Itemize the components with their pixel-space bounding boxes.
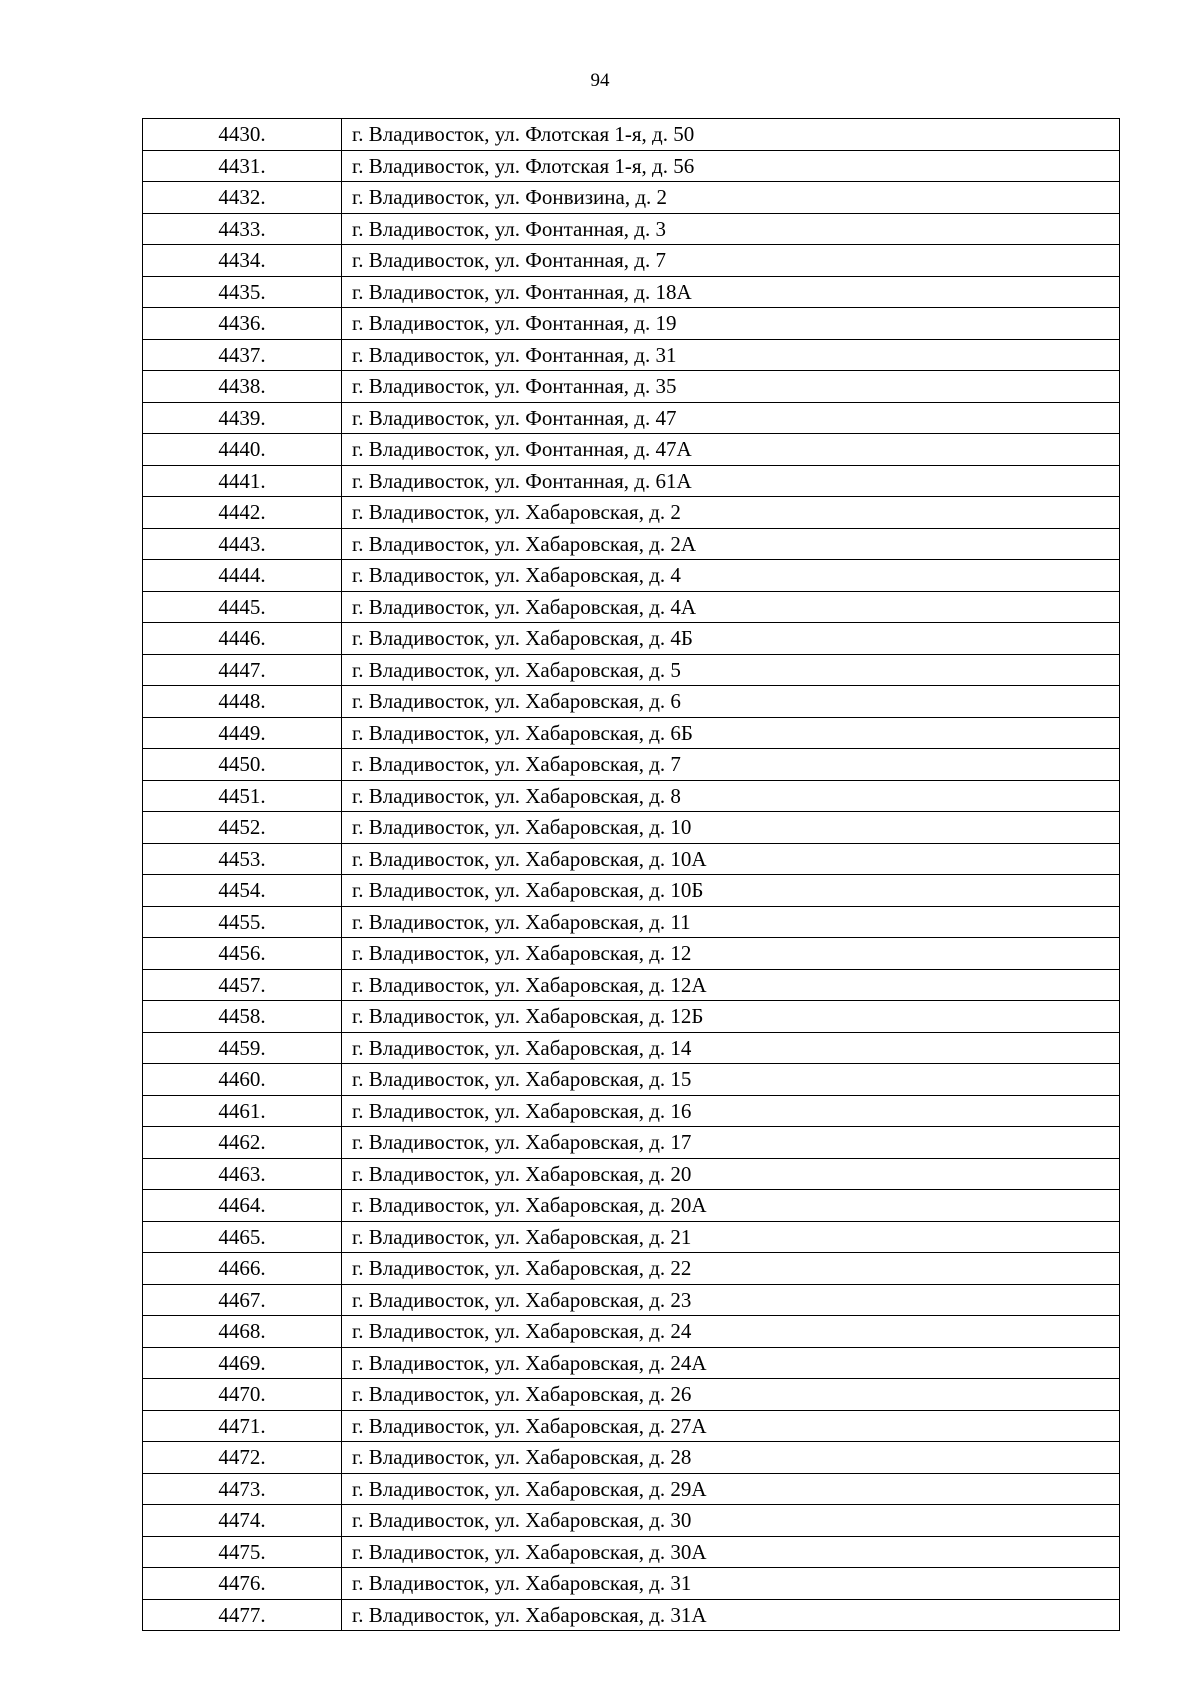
address-cell: г. Владивосток, ул. Хабаровская, д. 24 (342, 1316, 1120, 1348)
table-row (143, 119, 1120, 151)
table-row (143, 213, 1120, 245)
row-number-cell: 4448. (143, 686, 342, 718)
row-number-cell: 4465. (143, 1221, 342, 1253)
row-number-cell: 4469. (143, 1347, 342, 1379)
row-number-cell: 4477. (143, 1599, 342, 1631)
table-row (143, 812, 1120, 844)
row-number-cell: 4463. (143, 1158, 342, 1190)
row-number-cell: 4450. (143, 749, 342, 781)
address-cell: г. Владивосток, ул. Хабаровская, д. 12 (342, 938, 1120, 970)
address-cell: г. Владивосток, ул. Хабаровская, д. 20А (342, 1190, 1120, 1222)
row-number-cell: 4471. (143, 1410, 342, 1442)
table-row (143, 182, 1120, 214)
row-number-cell: 4443. (143, 528, 342, 560)
table-row (143, 906, 1120, 938)
table-row (143, 843, 1120, 875)
table-row (143, 1095, 1120, 1127)
address-cell: г. Владивосток, ул. Фонвизина, д. 2 (342, 182, 1120, 214)
table-row (143, 1316, 1120, 1348)
row-number-cell: 4444. (143, 560, 342, 592)
address-cell: г. Владивосток, ул. Фонтанная, д. 31 (342, 339, 1120, 371)
table-row (143, 591, 1120, 623)
address-cell: г. Владивосток, ул. Хабаровская, д. 2 (342, 497, 1120, 529)
row-number-cell: 4436. (143, 308, 342, 340)
address-cell: г. Владивосток, ул. Хабаровская, д. 31А (342, 1599, 1120, 1631)
table-row (143, 969, 1120, 1001)
address-cell: г. Владивосток, ул. Хабаровская, д. 11 (342, 906, 1120, 938)
address-cell: г. Владивосток, ул. Хабаровская, д. 22 (342, 1253, 1120, 1285)
table-row (143, 1379, 1120, 1411)
address-cell: г. Владивосток, ул. Фонтанная, д. 61А (342, 465, 1120, 497)
address-cell: г. Владивосток, ул. Хабаровская, д. 12Б (342, 1001, 1120, 1033)
row-number-cell: 4466. (143, 1253, 342, 1285)
row-number-cell: 4441. (143, 465, 342, 497)
address-cell: г. Владивосток, ул. Хабаровская, д. 7 (342, 749, 1120, 781)
row-number-cell: 4467. (143, 1284, 342, 1316)
row-number-cell: 4456. (143, 938, 342, 970)
table-row (143, 1221, 1120, 1253)
address-cell: г. Владивосток, ул. Хабаровская, д. 6Б (342, 717, 1120, 749)
table-row (143, 1410, 1120, 1442)
table-row (143, 1284, 1120, 1316)
row-number-cell: 4459. (143, 1032, 342, 1064)
table-row (143, 654, 1120, 686)
address-cell: г. Владивосток, ул. Фонтанная, д. 7 (342, 245, 1120, 277)
table-row (143, 1505, 1120, 1537)
table-row (143, 1032, 1120, 1064)
address-cell: г. Владивосток, ул. Хабаровская, д. 12А (342, 969, 1120, 1001)
address-cell: г. Владивосток, ул. Хабаровская, д. 16 (342, 1095, 1120, 1127)
row-number-cell: 4475. (143, 1536, 342, 1568)
row-number-cell: 4460. (143, 1064, 342, 1096)
address-cell: г. Владивосток, ул. Хабаровская, д. 20 (342, 1158, 1120, 1190)
row-number-cell: 4472. (143, 1442, 342, 1474)
address-cell: г. Владивосток, ул. Хабаровская, д. 10 (342, 812, 1120, 844)
table-row (143, 1347, 1120, 1379)
address-cell: г. Владивосток, ул. Хабаровская, д. 30А (342, 1536, 1120, 1568)
address-cell: г. Владивосток, ул. Хабаровская, д. 14 (342, 1032, 1120, 1064)
row-number-cell: 4439. (143, 402, 342, 434)
row-number-cell: 4473. (143, 1473, 342, 1505)
address-cell: г. Владивосток, ул. Хабаровская, д. 30 (342, 1505, 1120, 1537)
address-cell: г. Владивосток, ул. Флотская 1-я, д. 56 (342, 150, 1120, 182)
address-cell: г. Владивосток, ул. Фонтанная, д. 19 (342, 308, 1120, 340)
table-row (143, 465, 1120, 497)
address-cell: г. Владивосток, ул. Хабаровская, д. 31 (342, 1568, 1120, 1600)
table-row (143, 780, 1120, 812)
address-cell: г. Владивосток, ул. Фонтанная, д. 47 (342, 402, 1120, 434)
row-number-cell: 4446. (143, 623, 342, 655)
address-cell: г. Владивосток, ул. Фонтанная, д. 35 (342, 371, 1120, 403)
row-number-cell: 4431. (143, 150, 342, 182)
table-row (143, 686, 1120, 718)
table-row (143, 717, 1120, 749)
table-row (143, 875, 1120, 907)
address-cell: г. Владивосток, ул. Хабаровская, д. 15 (342, 1064, 1120, 1096)
address-cell: г. Владивосток, ул. Хабаровская, д. 5 (342, 654, 1120, 686)
row-number-cell: 4462. (143, 1127, 342, 1159)
table-row (143, 1001, 1120, 1033)
row-number-cell: 4461. (143, 1095, 342, 1127)
row-number-cell: 4464. (143, 1190, 342, 1222)
table-row (143, 434, 1120, 466)
table-row (143, 402, 1120, 434)
address-cell: г. Владивосток, ул. Фонтанная, д. 47А (342, 434, 1120, 466)
table-row (143, 1568, 1120, 1600)
address-cell: г. Владивосток, ул. Хабаровская, д. 10А (342, 843, 1120, 875)
table-row (143, 1473, 1120, 1505)
table-row (143, 1127, 1120, 1159)
address-cell: г. Владивосток, ул. Хабаровская, д. 27А (342, 1410, 1120, 1442)
row-number-cell: 4452. (143, 812, 342, 844)
table-row (143, 1536, 1120, 1568)
address-cell: г. Владивосток, ул. Хабаровская, д. 8 (342, 780, 1120, 812)
address-cell: г. Владивосток, ул. Хабаровская, д. 23 (342, 1284, 1120, 1316)
address-cell: г. Владивосток, ул. Хабаровская, д. 28 (342, 1442, 1120, 1474)
table-row (143, 1064, 1120, 1096)
row-number-cell: 4455. (143, 906, 342, 938)
table-row (143, 528, 1120, 560)
table-row (143, 245, 1120, 277)
row-number-cell: 4442. (143, 497, 342, 529)
address-cell: г. Владивосток, ул. Хабаровская, д. 10Б (342, 875, 1120, 907)
row-number-cell: 4440. (143, 434, 342, 466)
table-row (143, 308, 1120, 340)
table-row (143, 150, 1120, 182)
row-number-cell: 4474. (143, 1505, 342, 1537)
row-number-cell: 4449. (143, 717, 342, 749)
page-number: 94 (590, 70, 610, 91)
address-cell: г. Владивосток, ул. Хабаровская, д. 4 (342, 560, 1120, 592)
address-cell: г. Владивосток, ул. Хабаровская, д. 6 (342, 686, 1120, 718)
table-row (143, 497, 1120, 529)
row-number-cell: 4453. (143, 843, 342, 875)
row-number-cell: 4447. (143, 654, 342, 686)
address-cell: г. Владивосток, ул. Хабаровская, д. 29А (342, 1473, 1120, 1505)
row-number-cell: 4432. (143, 182, 342, 214)
address-cell: г. Владивосток, ул. Фонтанная, д. 18А (342, 276, 1120, 308)
address-cell: г. Владивосток, ул. Фонтанная, д. 3 (342, 213, 1120, 245)
address-cell: г. Владивосток, ул. Хабаровская, д. 17 (342, 1127, 1120, 1159)
address-table (142, 118, 1120, 1631)
table-row (143, 1442, 1120, 1474)
table-row (143, 276, 1120, 308)
row-number-cell: 4454. (143, 875, 342, 907)
table-row (143, 371, 1120, 403)
row-number-cell: 4430. (143, 119, 342, 151)
row-number-cell: 4433. (143, 213, 342, 245)
address-cell: г. Владивосток, ул. Хабаровская, д. 21 (342, 1221, 1120, 1253)
address-cell: г. Владивосток, ул. Хабаровская, д. 2А (342, 528, 1120, 560)
row-number-cell: 4435. (143, 276, 342, 308)
row-number-cell: 4438. (143, 371, 342, 403)
address-table-body (143, 119, 1120, 1631)
table-row (143, 560, 1120, 592)
table-row (143, 623, 1120, 655)
table-row (143, 1190, 1120, 1222)
address-cell: г. Владивосток, ул. Хабаровская, д. 4Б (342, 623, 1120, 655)
table-row (143, 749, 1120, 781)
row-number-cell: 4434. (143, 245, 342, 277)
address-cell: г. Владивосток, ул. Хабаровская, д. 4А (342, 591, 1120, 623)
table-row (143, 938, 1120, 970)
row-number-cell: 4458. (143, 1001, 342, 1033)
table-row (143, 1253, 1120, 1285)
row-number-cell: 4437. (143, 339, 342, 371)
row-number-cell: 4470. (143, 1379, 342, 1411)
row-number-cell: 4468. (143, 1316, 342, 1348)
row-number-cell: 4451. (143, 780, 342, 812)
table-row (143, 1599, 1120, 1631)
table-row (143, 339, 1120, 371)
address-cell: г. Владивосток, ул. Хабаровская, д. 24А (342, 1347, 1120, 1379)
row-number-cell: 4476. (143, 1568, 342, 1600)
address-cell: г. Владивосток, ул. Флотская 1-я, д. 50 (342, 119, 1120, 151)
row-number-cell: 4457. (143, 969, 342, 1001)
row-number-cell: 4445. (143, 591, 342, 623)
table-row (143, 1158, 1120, 1190)
address-cell: г. Владивосток, ул. Хабаровская, д. 26 (342, 1379, 1120, 1411)
